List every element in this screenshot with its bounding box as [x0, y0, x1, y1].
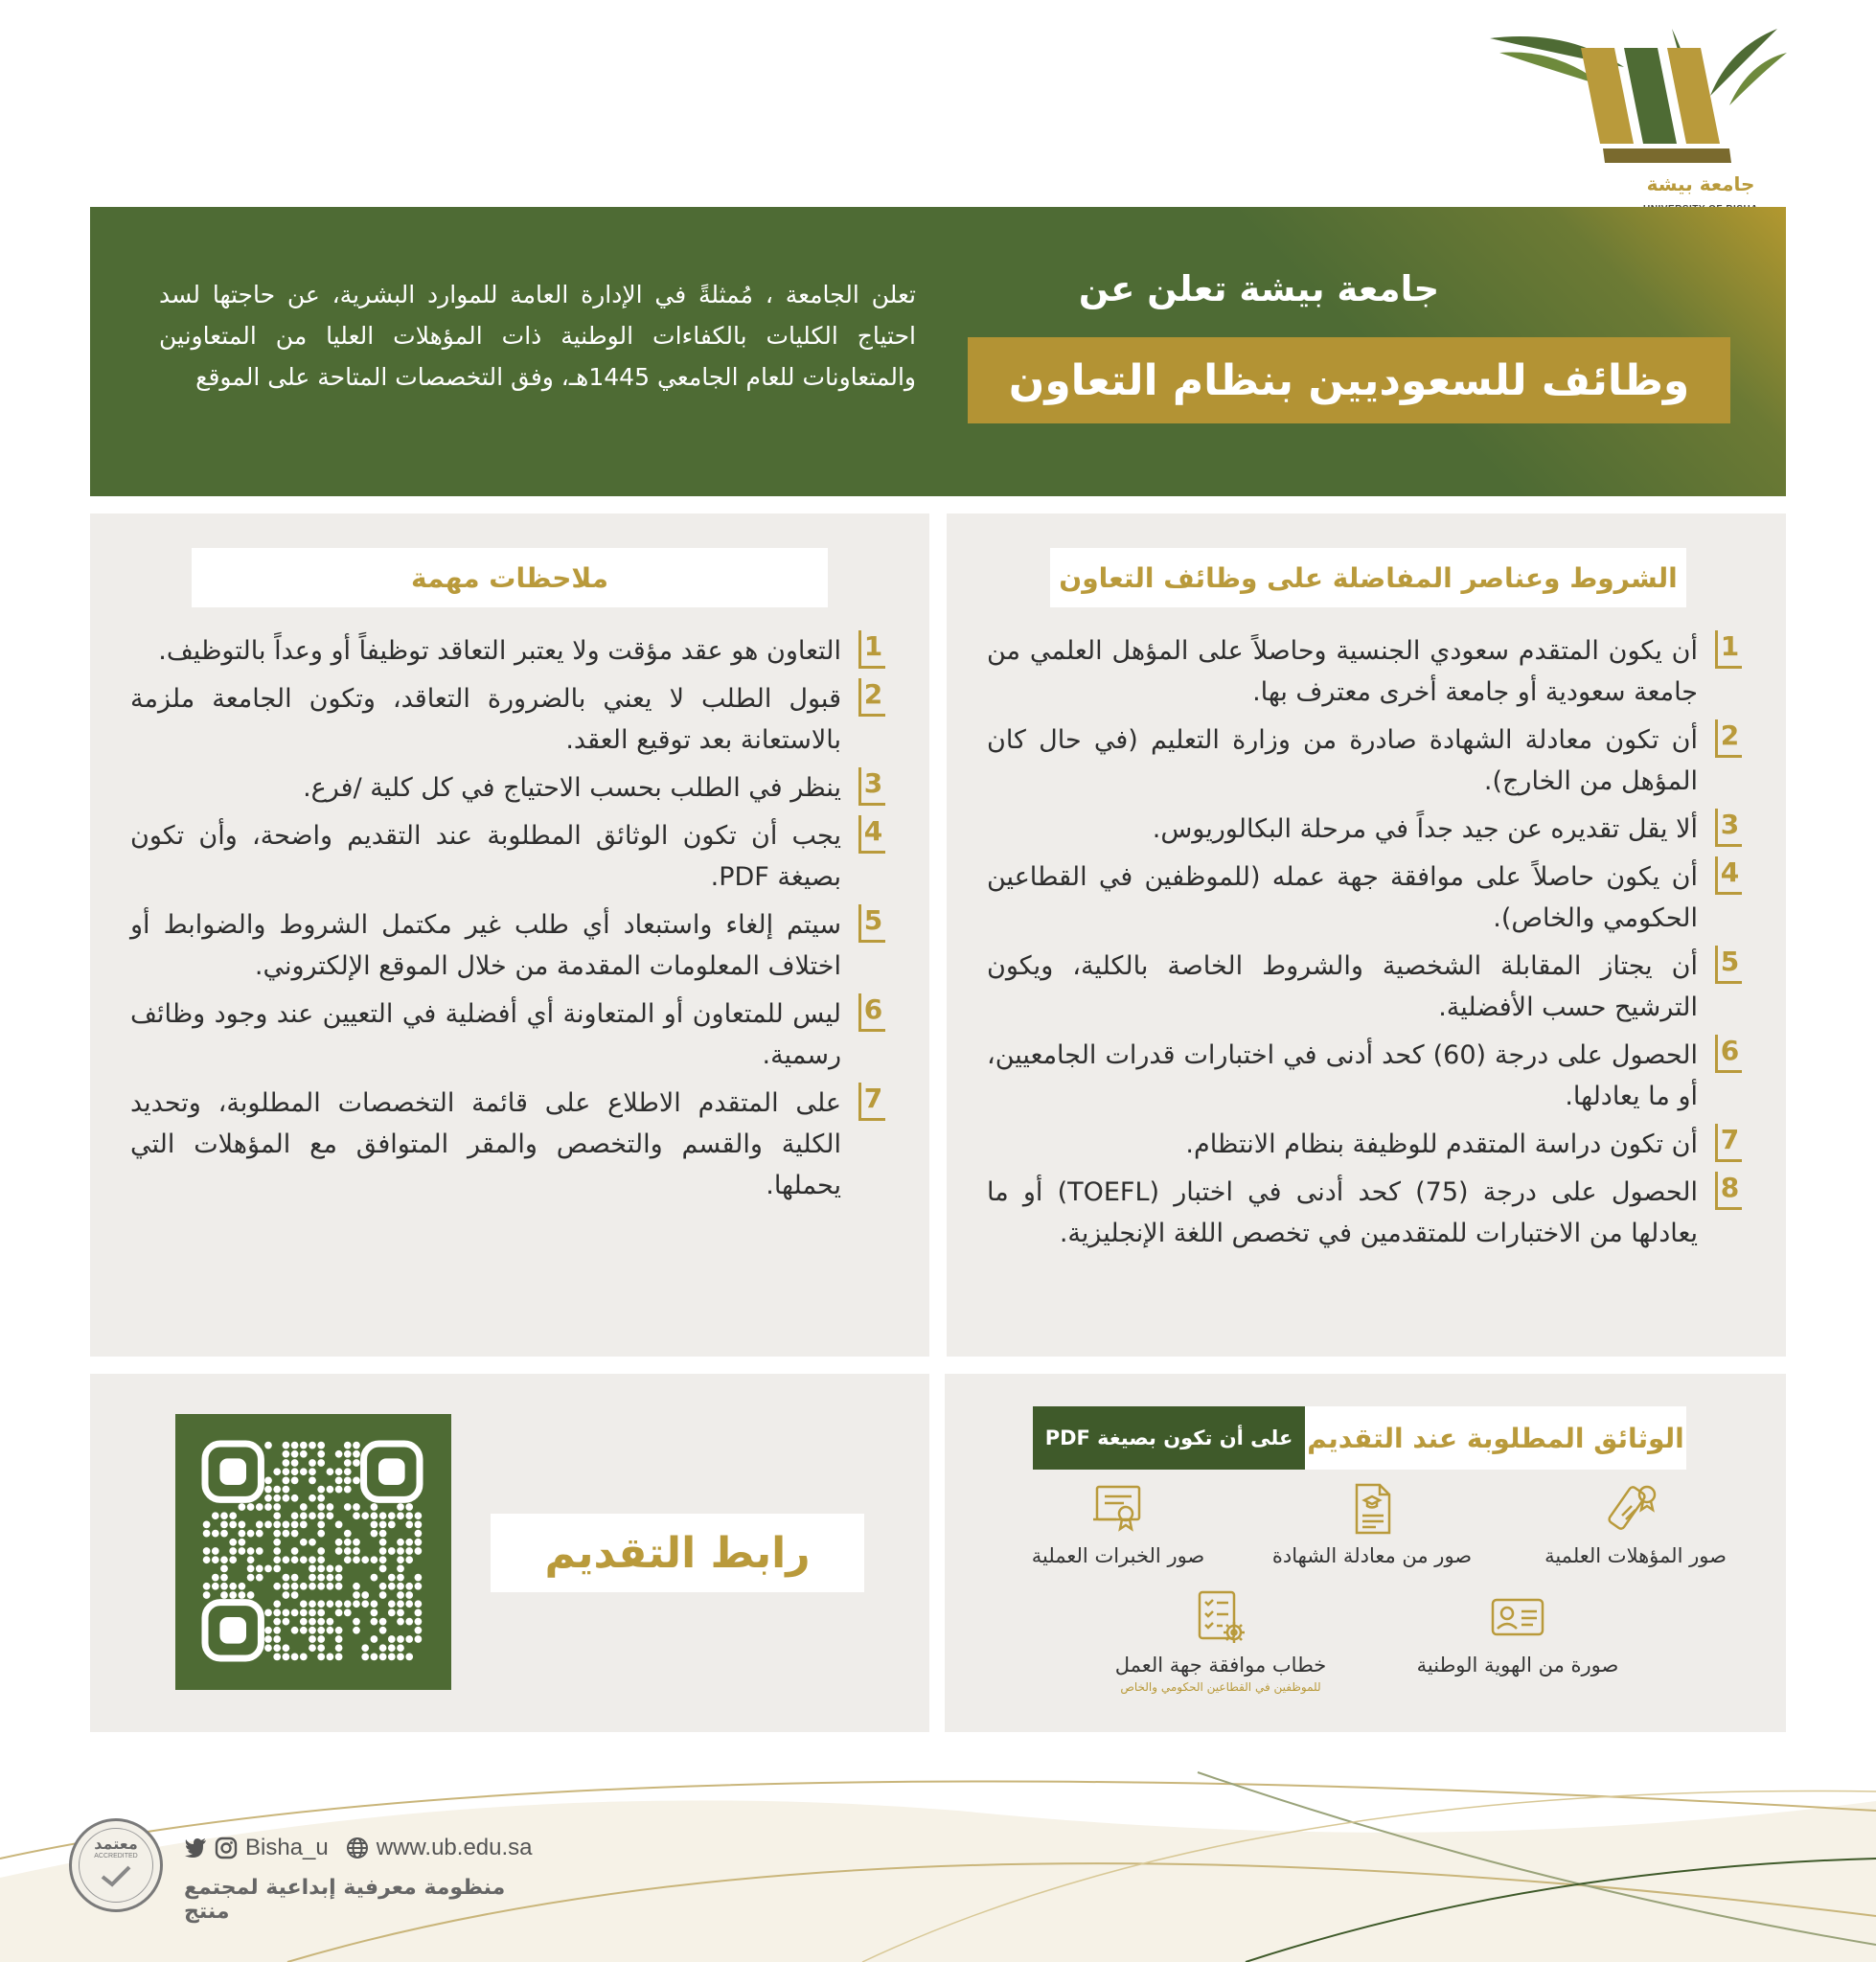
documents-title: الوثائق المطلوبة عند التقديم	[1305, 1406, 1686, 1470]
list-item: 1 أن يكون المتقدم سعودي الجنسية وحاصلاً على المؤهل العلمي من جامعة سعودية أو جامعة أخرى معترف بها.	[987, 630, 1744, 713]
footer-contacts	[184, 1832, 533, 1864]
doc-work-experience: صور الخبرات العملية	[1008, 1477, 1228, 1567]
checkmark-icon	[97, 1863, 135, 1890]
banner-title: وظائف للسعوديين بنظام التعاون	[968, 337, 1730, 423]
list-item: 5 سيتم إلغاء واستبعاد أي طلب غير مكتمل الشروط والضوابط أو اختلاف المعلومات المقدمة من خلال الموقع الإلكتروني.	[130, 904, 887, 987]
diploma-scroll-icon	[1605, 1477, 1666, 1539]
logo-name-arabic: جامعة بيشة	[1646, 172, 1755, 195]
list-item: 1 التعاون هو عقد مؤقت ولا يعتبر التعاقد توظيفاً أو وعداً بالتوظيف.	[130, 630, 887, 672]
list-item: 4 أن يكون حاصلاً على موافقة جهة عمله (للموظفين في القطاعين الحكومي والخاص).	[987, 856, 1744, 939]
documents-panel	[945, 1374, 1786, 1732]
list-item: 6 الحصول على درجة (60) كحد أدنى في اختبارات قدرات الجامعيين، أو ما يعادلها.	[987, 1035, 1744, 1117]
list-item: 2 قبول الطلب لا يعني بالضرورة التعاقد، وتكون الجامعة ملزمة بالاستعانة بعد توقيع العقد.	[130, 678, 887, 761]
conditions-title: الشروط وعناصر المفاضلة على وظائف التعاون	[1050, 548, 1686, 607]
list-item: 7 أن تكون دراسة المتقدم للوظيفة بنظام الانتظام.	[987, 1124, 1744, 1165]
award-certificate-icon	[1087, 1477, 1149, 1539]
list-item: 3 ألا يقل تقديره عن جيد جداً في مرحلة البكالوريوس.	[987, 809, 1744, 850]
list-item: 2 أن تكون معادلة الشهادة صادرة من وزارة التعليم (في حال كان المؤهل من الخارج).	[987, 719, 1744, 802]
banner-heading: جامعة بيشة تعلن عن	[1078, 268, 1440, 309]
checklist-gear-icon	[1190, 1586, 1251, 1648]
id-card-icon	[1487, 1586, 1548, 1648]
footer-tagline: منظومة معرفية إبداعية لمجتمع منتج	[184, 1876, 506, 1924]
list-item: 5 أن يجتاز المقابلة الشخصية والشروط الخاصة بالكلية، ويكون الترشيح حسب الأفضلية.	[987, 946, 1744, 1028]
doc-academic-qualifications: صور المؤهلات العلمية	[1525, 1477, 1746, 1567]
globe-icon	[346, 1837, 369, 1859]
list-item: 7 على المتقدم الاطلاع على قائمة التخصصات المطلوبة، وتحديد الكلية والقسم والتخصص والمقر المتوافق مع المؤهلات التي يحملها.	[130, 1083, 887, 1206]
palm-logo-icon	[1490, 29, 1787, 172]
pdf-format-note: على أن تكون بصيغة PDF	[1033, 1406, 1305, 1470]
doc-employer-approval: خطاب موافقة جهة العمل للموظفين في القطاعين الحكومي والخاص	[1087, 1586, 1355, 1694]
qr-code-icon[interactable]	[175, 1414, 451, 1690]
conditions-panel	[947, 513, 1786, 1357]
notes-panel	[90, 513, 929, 1357]
university-logo	[1476, 29, 1801, 195]
list-item: 3 ينظر في الطلب بحسب الاحتياج في كل كلية /فرع.	[130, 767, 887, 809]
social-handle[interactable]: Bisha_u	[245, 1835, 329, 1860]
announcement-banner	[90, 207, 1786, 496]
banner-intro-text: تعلن الجامعة ، مُمثلةً في الإدارة العامة للموارد البشرية، عن حاجتها لسد احتياج الكليات بالكفاءات الوطنية ذات المؤهلات العليا من المتعاونين والمتعاونات للعام الجامعي 1445هـ، وفق التخصصات المتاحة على الموقع	[159, 281, 916, 391]
instagram-icon[interactable]	[215, 1837, 238, 1859]
list-item: 4 يجب أن تكون الوثائق المطلوبة عند التقديم واضحة، وأن تكون بصيغة PDF.	[130, 815, 887, 898]
notes-list	[130, 630, 887, 1213]
list-item: 8 الحصول على درجة (75) كحد أدنى في اختبار (TOEFL) أو ما يعادلها من الاختبارات للمتقدمين في تخصص اللغة الإنجليزية.	[987, 1172, 1744, 1254]
accreditation-seal: معتمد ACCREDITED	[69, 1818, 163, 1912]
website-link[interactable]: www.ub.edu.sa	[376, 1835, 533, 1860]
doc-certificate-equivalency: صور من معادلة الشهادة	[1257, 1477, 1487, 1567]
twitter-icon[interactable]	[184, 1837, 207, 1859]
certificate-document-icon	[1341, 1477, 1403, 1539]
notes-title: ملاحظات مهمة	[192, 548, 828, 607]
list-item: 6 ليس للمتعاون أو المتعاونة أي أفضلية في التعيين عند وجود وظائف رسمية.	[130, 993, 887, 1076]
apply-link-button[interactable]: رابط التقديم	[491, 1514, 864, 1592]
conditions-list	[987, 630, 1744, 1261]
doc-national-id: صورة من الهوية الوطنية	[1403, 1586, 1633, 1677]
